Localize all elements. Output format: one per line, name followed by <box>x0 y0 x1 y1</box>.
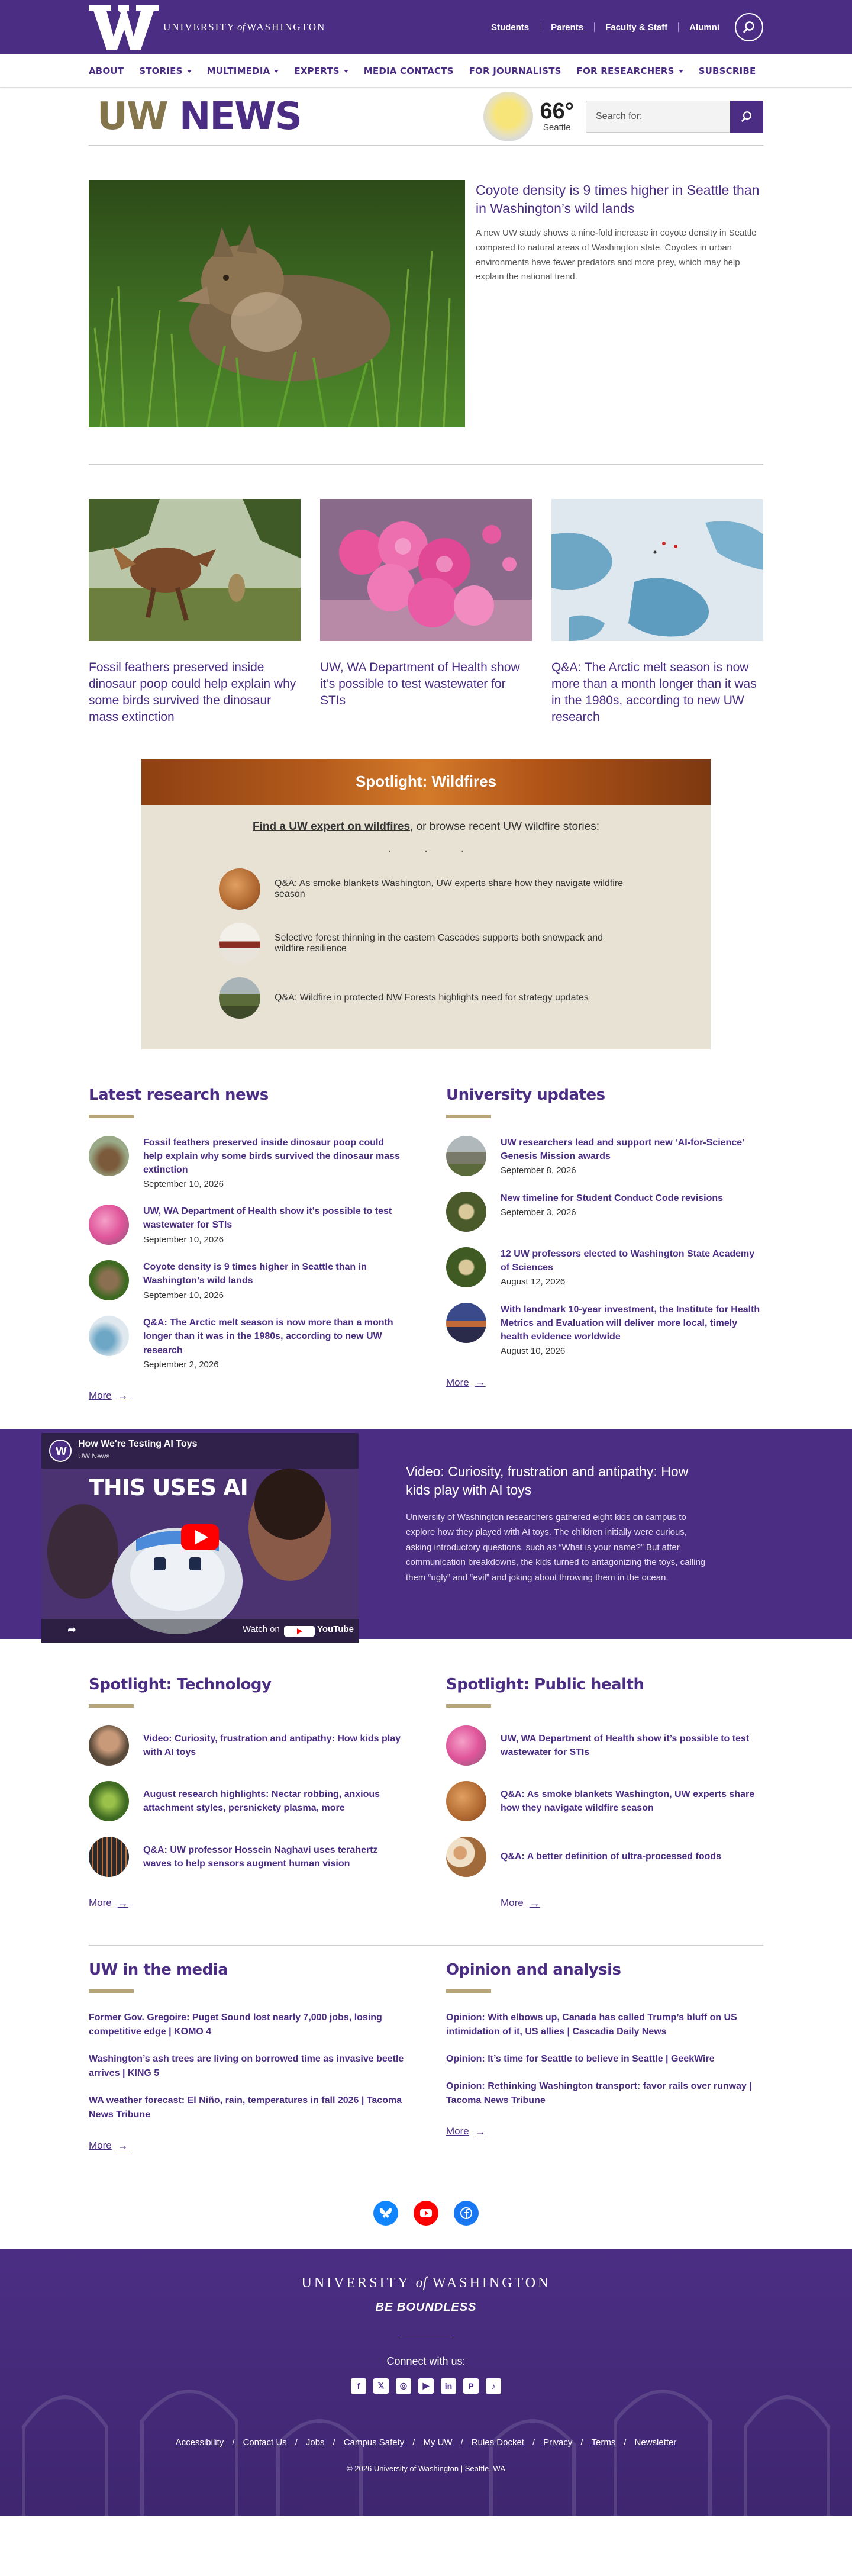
divider <box>594 22 595 32</box>
list-item <box>446 1303 763 1357</box>
caret-down-icon <box>187 70 192 73</box>
section-divider <box>89 1945 763 1946</box>
list-item <box>89 1837 406 1877</box>
list-item <box>89 1781 406 1821</box>
forest-thinning-thumbnail <box>219 923 260 964</box>
news-date: September 2, 2026 <box>143 1359 219 1370</box>
more-label: More <box>501 1897 524 1909</box>
more-label: More <box>89 1897 112 1909</box>
tech-more-link[interactable] <box>89 1897 128 1910</box>
smoke-thumbnail <box>446 1781 486 1821</box>
arrow-right-icon: → <box>117 1389 128 1402</box>
weather-city: Seattle <box>543 123 571 133</box>
bacteria-thumbnail <box>446 1725 486 1766</box>
forest-thumbnail <box>219 977 260 1019</box>
connect-label: Connect with us: <box>386 2355 466 2367</box>
nav-label: MULTIMEDIA <box>206 66 270 76</box>
campus-building-thumbnail <box>446 1136 486 1176</box>
news-link[interactable]: New timeline for Student Conduct Code revisions <box>501 1193 724 1203</box>
list-item <box>89 1205 406 1245</box>
opinion-link[interactable]: Opinion: Rethinking Washington transport: favor rails over runway | Tacoma News Tribune <box>446 2081 752 2105</box>
nav-stories[interactable] <box>139 66 191 76</box>
media-link[interactable]: Washington’s ash trees are living on borrowed time as invasive beetle arrives | KING 5 <box>89 2053 404 2078</box>
footer-links <box>0 2437 852 2448</box>
spotlight-link[interactable]: Q&A: UW professor Hossein Naghavi uses terahertz waves to help sensors augment human vision <box>143 1844 378 1869</box>
wildfire-stories <box>219 868 633 1019</box>
nav-label: SUBSCRIBE <box>698 66 756 76</box>
linkedin-icon[interactable]: in <box>441 2378 456 2394</box>
title-underline <box>89 1115 134 1118</box>
masthead <box>89 88 763 146</box>
divider: / <box>333 2437 335 2448</box>
section-title: Spotlight: Technology <box>89 1675 272 1693</box>
wordmark-of: of <box>237 21 246 33</box>
list-item <box>219 977 633 1019</box>
health-more-link[interactable] <box>501 1897 540 1910</box>
news-date: September 8, 2026 <box>501 1165 576 1176</box>
uw-wordmark[interactable] <box>163 21 325 33</box>
smoke-thumbnail <box>219 868 260 910</box>
title-underline <box>446 1989 491 1993</box>
news-date: September 3, 2026 <box>501 1207 576 1218</box>
footer-university: UNIVERSITY <box>301 2275 410 2291</box>
list-item <box>89 1725 406 1766</box>
news-date: August 12, 2026 <box>501 1277 566 1287</box>
title-underline <box>89 1704 134 1708</box>
channel-logo-icon: W <box>56 1444 67 1458</box>
news-link[interactable]: Fossil feathers preserved inside dinosaur poop could help explain why some birds survived the dinosaur mass extinction <box>143 1137 400 1176</box>
link-parents[interactable]: Parents <box>551 22 584 33</box>
hummingbird-thumbnail <box>89 1781 129 1821</box>
arrow-right-icon: → <box>117 2139 128 2152</box>
youtube-icon[interactable] <box>414 2201 438 2226</box>
video-overlay-text: THIS USES AI <box>89 1474 248 1500</box>
featured-story-title[interactable]: Coyote density is 9 times higher in Seattle than in Washington’s wild lands <box>476 182 760 217</box>
search-submit-button[interactable] <box>730 101 763 133</box>
site-search <box>586 101 763 133</box>
watch-on-label: Watch on <box>243 1624 280 1634</box>
caret-down-icon <box>344 70 348 73</box>
more-label: More <box>89 2140 112 2152</box>
opinion-link[interactable]: Opinion: With elbows up, Canada has called Trump’s bluff on US intimidation of it, US allies | Cascadia Daily News <box>446 2012 737 2037</box>
global-search-button[interactable] <box>735 13 763 41</box>
media-link[interactable]: WA weather forecast: El Niño, rain, temperatures in fall 2026 | Tacoma News Tribune <box>89 2095 402 2120</box>
story-card <box>551 499 763 726</box>
youtube-wordmark: YouTube <box>317 1624 354 1634</box>
footer-link-contact[interactable]: Contact Us <box>243 2437 287 2448</box>
updates-more-link[interactable] <box>446 1376 486 1389</box>
more-label: More <box>446 2126 469 2137</box>
media-link[interactable]: Former Gov. Gregoire: Puget Sound lost nearly 7,000 jobs, losing competitive edge | KOMO 4 <box>89 2012 382 2037</box>
video-thumbnail-icon <box>41 1433 359 1643</box>
divider: / <box>460 2437 463 2448</box>
link-alumni[interactable]: Alumni <box>689 22 719 33</box>
x-icon[interactable]: 𝕏 <box>373 2378 389 2394</box>
wildfire-story-link[interactable]: Q&A: Wildfire in protected NW Forests highlights need for strategy updates <box>275 992 589 1003</box>
news-columns <box>89 1086 763 1402</box>
pinterest-icon[interactable]: P <box>463 2378 479 2394</box>
opinion-and-analysis <box>446 1961 763 2152</box>
footer-link-rules-docket[interactable]: Rules Docket <box>471 2437 524 2448</box>
footer-link-accessibility[interactable]: Accessibility <box>175 2437 224 2448</box>
arrow-right-icon: → <box>475 1376 486 1389</box>
footer-wordmark[interactable] <box>0 2249 852 2291</box>
footer-divider <box>401 2334 451 2335</box>
list-item <box>446 1247 763 1287</box>
arrow-right-icon: → <box>475 2125 486 2137</box>
divider: / <box>295 2437 298 2448</box>
caret-down-icon <box>274 70 279 73</box>
spotlight-public-health <box>446 1676 763 1910</box>
section-title: Spotlight: Public health <box>446 1675 644 1693</box>
latest-research-news <box>89 1086 406 1402</box>
news-date: September 10, 2026 <box>143 1290 224 1300</box>
title-underline <box>446 1115 491 1118</box>
youtube-icon[interactable]: ▶ <box>418 2378 434 2394</box>
video-story-summary: University of Washington researchers gathered eight kids on campus to explore how they played with AI toys. The children initially were curious, asking introductory questions, such as “What is your name?” But after communication breakdowns, the kids turned to antagonizing the toys, calling them “ugly” and “evil” and joking about throwing them in the ocean. <box>406 1512 706 1583</box>
nav-subscribe[interactable] <box>699 66 756 76</box>
footer-link-privacy[interactable]: Privacy <box>543 2437 573 2448</box>
university-updates <box>446 1086 763 1402</box>
news-date: August 10, 2026 <box>501 1346 566 1357</box>
bacteria-thumbnail <box>89 1205 129 1245</box>
nav-label: FOR RESEARCHERS <box>576 66 674 76</box>
gothic-arches-icon <box>0 2356 852 2516</box>
list-item <box>89 1260 406 1300</box>
story-title[interactable]: Fossil feathers preserved inside dinosaur poop could help explain why some birds survived the dinosaur mass extinction <box>89 661 296 724</box>
coyote-thumbnail <box>89 1260 129 1300</box>
news-link[interactable]: With landmark 10-year investment, the Institute for Health Metrics and Evaluation will deliver more local, timely health evidence worldwide <box>501 1304 760 1342</box>
footer-tagline: BE BOUNDLESS <box>375 2300 477 2314</box>
find-expert-link[interactable]: Find a UW expert on wildfires <box>253 820 411 833</box>
instagram-icon[interactable]: ◎ <box>396 2378 411 2394</box>
list-item <box>89 1136 406 1190</box>
list-item <box>446 1136 763 1176</box>
arctic-thumbnail <box>89 1316 129 1356</box>
footer-link-newsletter[interactable]: Newsletter <box>634 2437 677 2448</box>
media-columns <box>89 1961 763 2152</box>
video-description <box>406 1433 714 1643</box>
story-card <box>89 499 301 726</box>
footer-washington: WASHINGTON <box>432 2275 551 2291</box>
brand-uw: UW <box>97 94 167 139</box>
nav-for-journalists[interactable] <box>469 66 561 76</box>
ai-toy-thumbnail <box>89 1725 129 1766</box>
news-link[interactable]: Q&A: The Arctic melt season is now more than a month longer than it was in the 1980s, according to new UW research <box>143 1318 393 1355</box>
watch-on-youtube[interactable] <box>243 1624 280 1634</box>
nav-for-researchers[interactable] <box>577 66 683 76</box>
arrow-right-icon: → <box>529 1896 540 1909</box>
footer-link-my-uw[interactable]: My UW <box>423 2437 453 2448</box>
more-label: More <box>89 1390 112 1402</box>
site-footer <box>0 2249 852 2516</box>
footer-link-campus-safety[interactable]: Campus Safety <box>343 2437 405 2448</box>
latest-more-link[interactable] <box>89 1390 128 1402</box>
top-stories <box>89 499 763 726</box>
uw-w-logo[interactable] <box>89 2 160 52</box>
featured-story-text <box>476 180 763 427</box>
sensor-chip-thumbnail <box>89 1837 129 1877</box>
weather-widget <box>483 92 574 141</box>
footer-of: of <box>415 2275 427 2291</box>
nav-label: MEDIA CONTACTS <box>363 66 454 76</box>
spotlight-columns <box>89 1676 763 1910</box>
facebook-icon[interactable] <box>454 2201 479 2226</box>
wildfire-spotlight <box>141 759 711 1049</box>
section-title: Opinion and analysis <box>446 1960 621 1979</box>
list-item <box>446 1725 763 1766</box>
spotlight-link[interactable]: UW, WA Department of Health show it’s possible to test wastewater for STIs <box>501 1733 750 1757</box>
opinion-link[interactable]: Opinion: It’s time for Seattle to believe in Seattle | GeekWire <box>446 2053 715 2064</box>
video-channel: UW News <box>78 1451 110 1460</box>
dinosaur-image-icon <box>89 633 301 641</box>
spotlight-link[interactable]: Video: Curiosity, frustration and antipathy: How kids play with AI toys <box>143 1733 401 1757</box>
uw-news-logo[interactable] <box>89 95 301 139</box>
nav-media-contacts[interactable] <box>364 66 454 76</box>
arctic-image-icon <box>551 633 763 641</box>
news-date: September 10, 2026 <box>143 1234 224 1245</box>
news-link[interactable]: UW, WA Department of Health show it’s possible to test wastewater for STIs <box>143 1206 392 1231</box>
copyright: © 2026 University of Washington | Seattle, WA <box>347 2464 505 2473</box>
title-underline <box>89 1989 134 1993</box>
list-item <box>446 1192 763 1232</box>
title-underline <box>446 1704 491 1708</box>
nav-label: FOR JOURNALISTS <box>469 66 561 76</box>
news-date: September 10, 2026 <box>143 1179 224 1190</box>
divider: / <box>580 2437 583 2448</box>
spotlight-link[interactable]: Q&A: As smoke blankets Washington, UW experts share how they navigate wildfire season <box>501 1789 755 1813</box>
search-icon <box>743 21 756 34</box>
video-title: How We're Testing AI Toys <box>78 1438 198 1449</box>
weather-temperature: 66° <box>540 99 574 124</box>
bluesky-icon[interactable] <box>373 2201 398 2226</box>
section-title: UW in the media <box>89 1960 228 1979</box>
link-faculty-staff[interactable]: Faculty & Staff <box>605 22 668 33</box>
wildfire-spotlight-title: Spotlight: Wildfires <box>141 759 711 805</box>
nav-label: EXPERTS <box>294 66 340 76</box>
caret-down-icon <box>679 70 683 73</box>
processed-food-thumbnail <box>446 1837 486 1877</box>
arrow-right-icon: → <box>117 1896 128 1909</box>
divider: / <box>232 2437 235 2448</box>
social-links <box>89 2201 763 2226</box>
list-item <box>219 923 633 964</box>
coyote-photo[interactable] <box>89 180 465 427</box>
nav-multimedia[interactable] <box>207 66 279 76</box>
list-item <box>89 1316 406 1370</box>
story-title[interactable]: UW, WA Department of Health show it’s possible to test wastewater for STIs <box>320 661 520 707</box>
divider <box>678 22 679 32</box>
divider: / <box>624 2437 627 2448</box>
wildfire-intro <box>141 820 711 833</box>
divider: / <box>412 2437 415 2448</box>
featured-story-summary: A new UW study shows a nine-fold increase in coyote density in Seattle compared to natural areas of Washington state. Coyotes in urban environments have fewer predators and more prey, which may help explain the national trend. <box>476 228 757 282</box>
search-icon <box>741 111 753 123</box>
news-link[interactable]: 12 UW professors elected to Washington State Academy of Sciences <box>501 1248 755 1273</box>
nav-experts[interactable] <box>294 66 348 76</box>
opinion-more-link[interactable] <box>446 2126 486 2138</box>
w-logo-icon <box>89 2 159 52</box>
bacteria-illustration[interactable] <box>320 633 532 643</box>
more-label: More <box>446 1376 469 1388</box>
list-item <box>446 1781 763 1821</box>
tiktok-icon[interactable]: ♪ <box>486 2378 501 2394</box>
carousel-dots: ... <box>388 841 498 855</box>
news-link[interactable]: Coyote density is 9 times higher in Seattle than in Washington’s wild lands <box>143 1262 367 1286</box>
intro-text: , or browse recent UW wildfire stories: <box>410 820 599 833</box>
wildfire-story-link[interactable]: Q&A: As smoke blankets Washington, UW experts share how they navigate wildfire season <box>275 878 624 899</box>
facebook-icon[interactable]: f <box>351 2378 366 2394</box>
footer-link-jobs[interactable]: Jobs <box>305 2437 325 2448</box>
share-icon[interactable]: ➦ <box>67 1623 77 1635</box>
section-title: University updates <box>446 1086 605 1104</box>
featured-video-band <box>0 1429 852 1639</box>
uw-logo-thumbnail <box>446 1247 486 1287</box>
audience-links <box>491 22 719 33</box>
story-card <box>320 499 532 726</box>
wordmark-university: UNIVERSITY <box>163 21 235 33</box>
main-navigation <box>0 54 852 88</box>
uw-in-the-media <box>89 1961 406 2152</box>
wordmark-washington: WASHINGTON <box>247 21 326 33</box>
spotlight-technology <box>89 1676 406 1910</box>
dinosaur-illustration[interactable] <box>89 633 301 643</box>
coyote-image-icon <box>89 180 465 427</box>
section-title: Latest research news <box>89 1086 269 1104</box>
featured-story <box>89 180 763 465</box>
video-story-title[interactable]: Video: Curiosity, frustration and antipathy: How kids play with AI toys <box>406 1463 689 1498</box>
bacteria-image-icon <box>320 633 532 641</box>
news-link[interactable]: UW researchers lead and support new ‘AI-for-Science’ Genesis Mission awards <box>501 1137 744 1161</box>
media-more-link[interactable] <box>89 2140 128 2152</box>
top-bar <box>0 0 852 54</box>
story-title[interactable]: Q&A: The Arctic melt season is now more than a month longer than it was in the 1980s, according to new UW research <box>551 661 757 724</box>
list-item <box>219 868 633 910</box>
list-item <box>446 1837 763 1877</box>
link-students[interactable]: Students <box>490 22 530 33</box>
sunny-weather-icon <box>483 92 533 141</box>
nav-label: STORIES <box>139 66 183 76</box>
wildfire-story-link[interactable]: Selective forest thinning in the eastern Cascades supports both snowpack and wildfire resilience <box>275 932 603 954</box>
brand-news: NEWS <box>179 94 301 139</box>
arctic-ice-photo[interactable] <box>551 633 763 643</box>
institute-building-thumbnail <box>446 1303 486 1343</box>
footer-link-terms[interactable]: Terms <box>591 2437 616 2448</box>
dinosaur-thumbnail <box>89 1136 129 1176</box>
search-input[interactable] <box>586 101 730 133</box>
youtube-embed[interactable] <box>41 1433 359 1643</box>
spotlight-link[interactable]: Q&A: A better definition of ultra-processed foods <box>501 1852 722 1862</box>
nav-label: ABOUT <box>89 66 124 76</box>
uw-logo-thumbnail <box>446 1192 486 1232</box>
divider: / <box>532 2437 535 2448</box>
nav-about[interactable] <box>89 66 124 76</box>
spotlight-link[interactable]: August research highlights: Nectar robbing, anxious attachment styles, persnickety plasma, more <box>143 1789 380 1813</box>
